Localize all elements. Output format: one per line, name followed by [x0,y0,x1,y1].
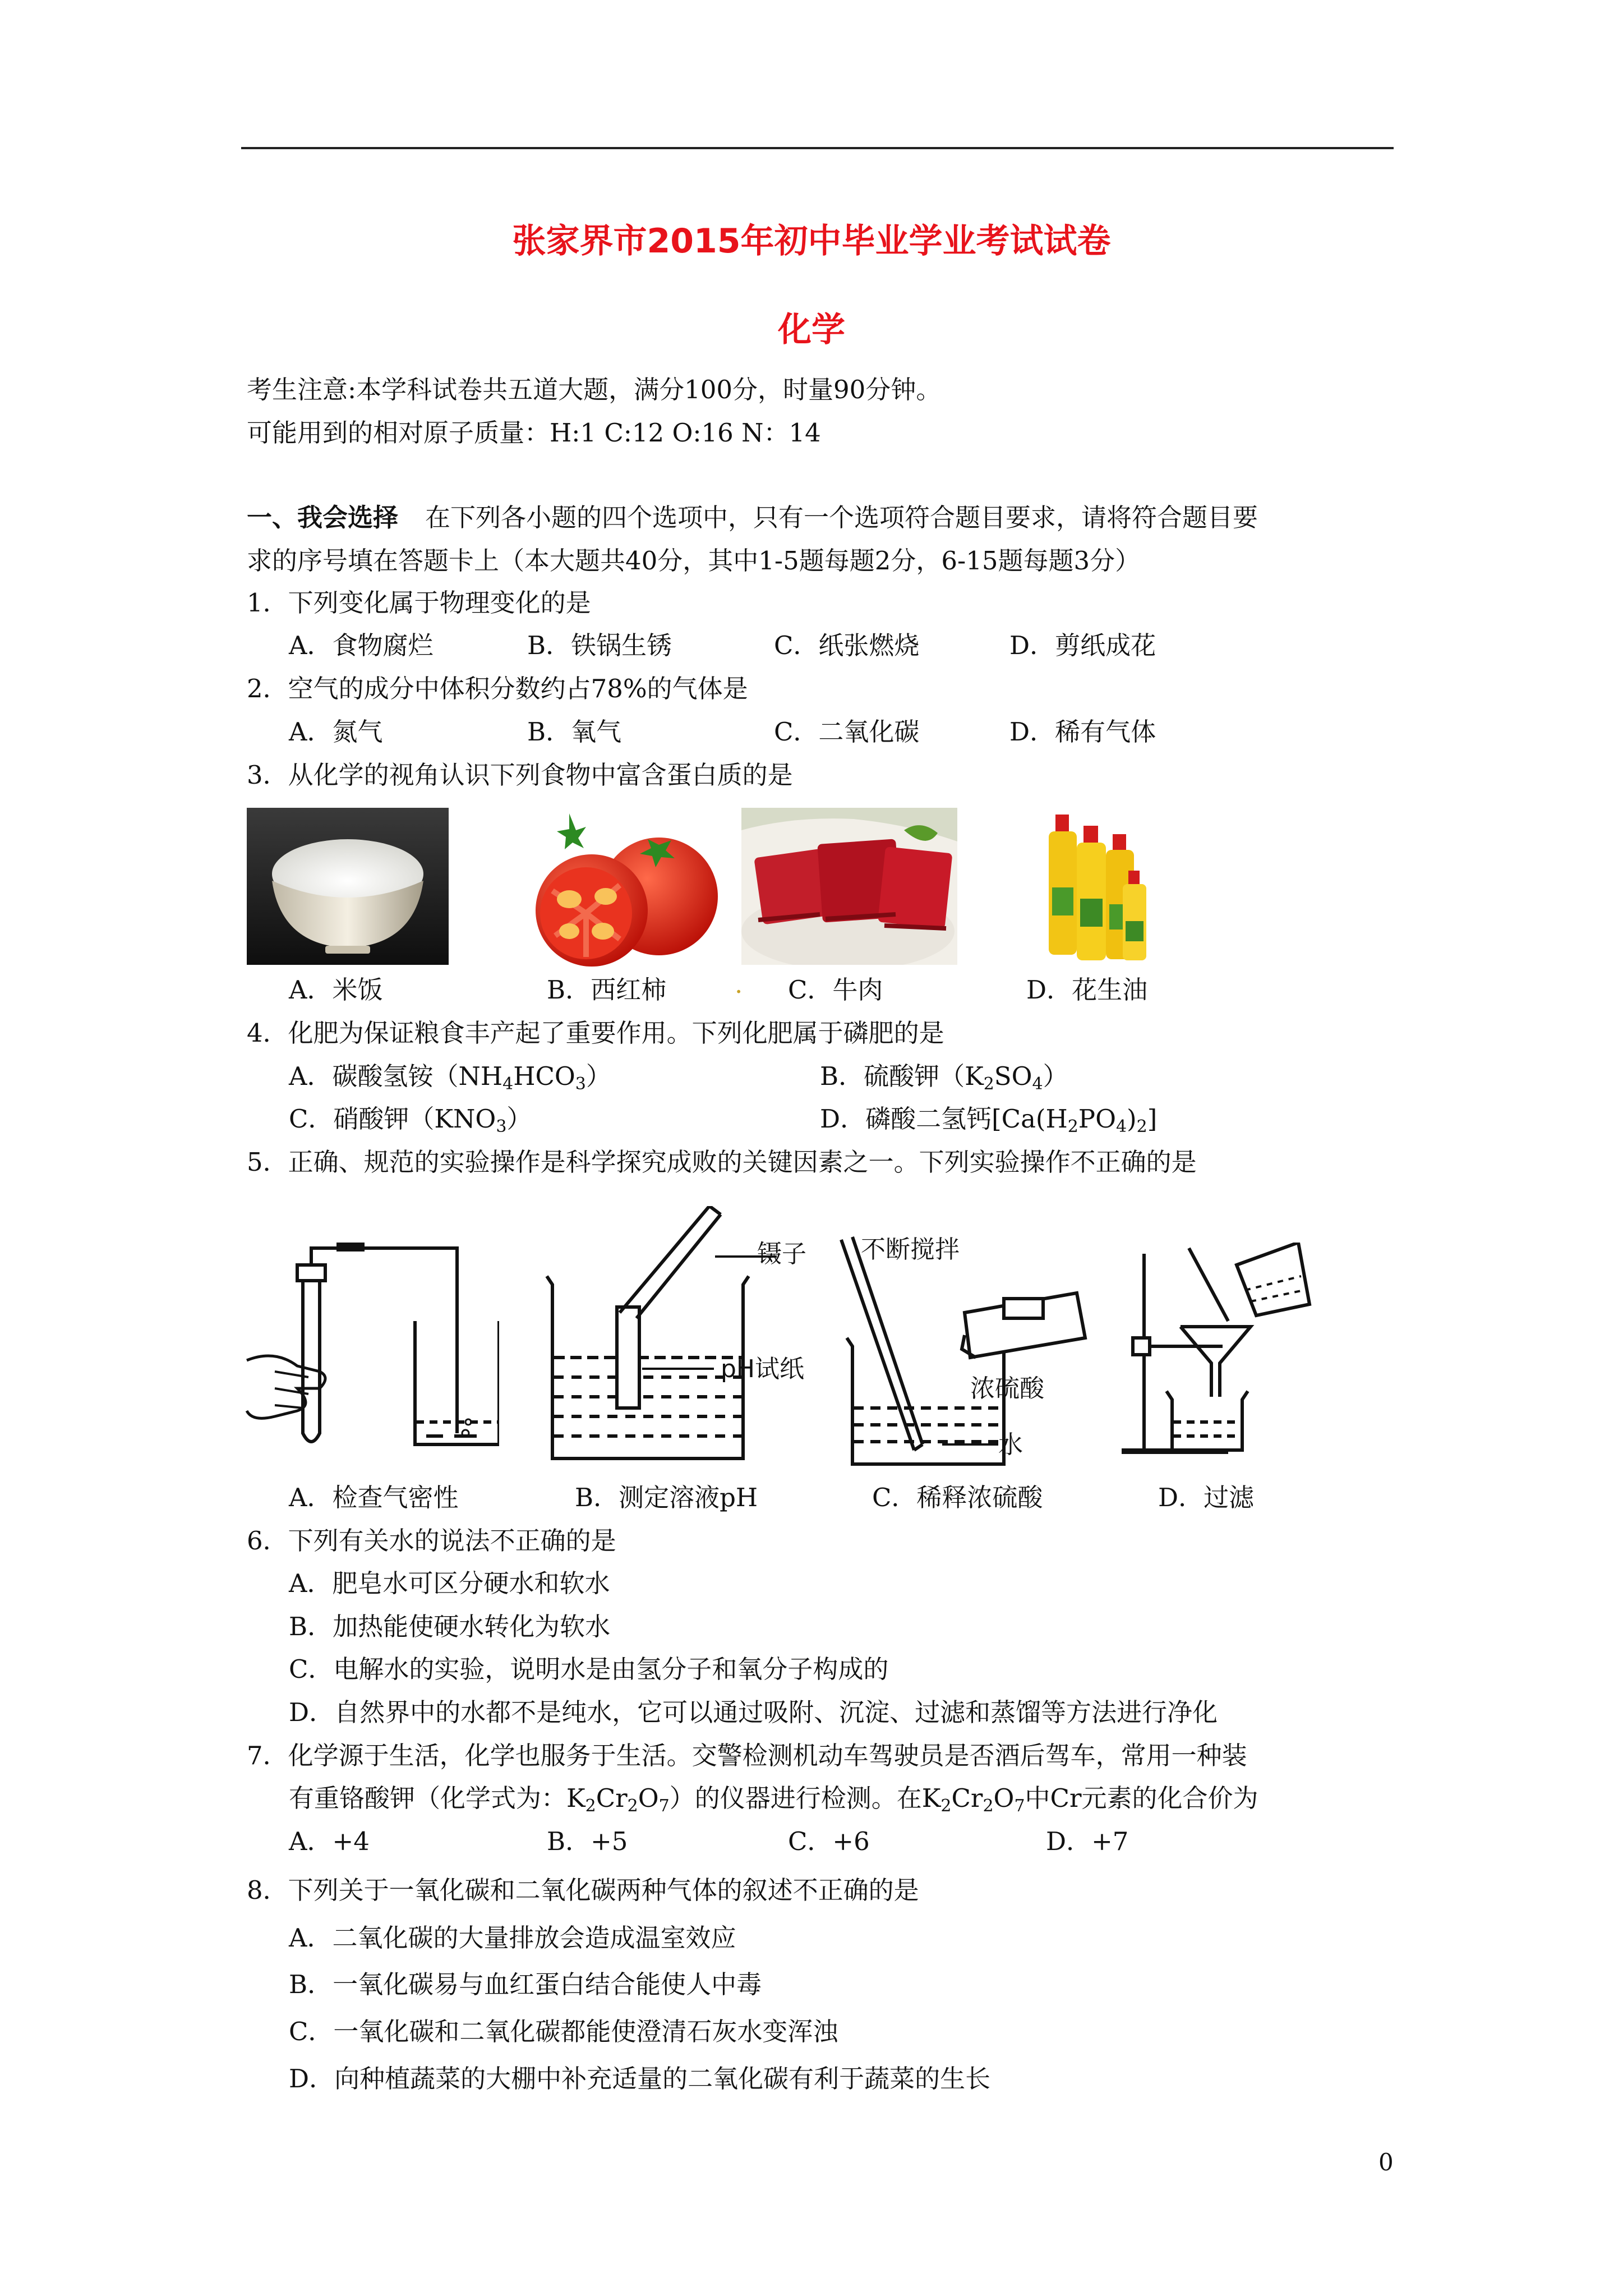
q1-option-b: B．铁锅生锈 [527,631,672,660]
rice-bowl-image [247,808,449,965]
q7-option-b: B．+5 [547,1826,628,1856]
q2-option-b: B．氧气 [527,717,622,747]
q8-option-d: D．向种植蔬菜的大棚中补充适量的二氧化碳有利于蔬菜的生长 [289,2064,991,2093]
q8-stem: 8．下列关于一氧化碳和二氧化碳两种气体的叙述不正确的是 [247,1875,919,1905]
notice-line: 考生注意:本学科试卷共五道大题，满分100分，时量90分钟。 [247,375,942,404]
ph-test-apparatus-diagram [536,1206,850,1464]
q7-option-d: D．+7 [1046,1826,1129,1856]
water-label: 水 [998,1430,1023,1459]
q6-option-c: C．电解水的实验，说明水是由氢分子和氧分子构成的 [289,1654,889,1684]
q6-option-a: A．肥皂水可区分硬水和软水 [289,1568,610,1598]
q4-stem: 4．化肥为保证粮食丰产起了重要作用。下列化肥属于磷肥的是 [247,1018,944,1048]
exam-title: 张家界市2015年初中毕业学业考试试卷 [512,222,1111,261]
q5-option-b: B．测定溶液pH [575,1483,758,1512]
q6-option-b: B．加热能使硬水转化为软水 [289,1612,611,1641]
q4-option-d: D．磷酸二氢钙$[Ca(H_2PO_4)_2]$ [820,1104,1158,1137]
section1-heading: 一、我会选择 [247,503,399,532]
peanut-oil-image [1044,803,1151,966]
q8-option-a: A．二氧化碳的大量排放会造成温室效应 [289,1923,736,1953]
q5-option-a: A．检查气密性 [289,1483,459,1512]
header-rule [241,147,1394,149]
q1-stem: 1．下列变化属于物理变化的是 [247,588,591,618]
q3-option-d: D．花生油 [1026,975,1148,1005]
ph-paper-label: pH试纸 [721,1355,805,1383]
stir-label: 不断搅拌 [861,1235,960,1264]
q4-option-a: A．碳酸氢铵$(NH_4HCO_3)$ [289,1061,611,1094]
q1-option-d: D．剪纸成花 [1009,631,1156,660]
q3-option-a: A．米饭 [289,975,383,1005]
q4-option-c: C．硝酸钾$(KNO_3)$ [289,1104,532,1137]
q2-option-a: A．氮气 [289,717,383,747]
q5-stem: 5．正确、规范的实验操作是科学探究成败的关键因素之一。下列实验操作不正确的是 [247,1147,1197,1177]
q8-option-b: B．一氧化碳易与血红蛋白结合能使人中毒 [289,1970,762,1999]
q3-option-c: C．牛肉 [788,975,883,1005]
q6-stem: 6．下列有关水的说法不正确的是 [247,1526,616,1556]
q7-stem: 7．化学源于生活，化学也服务于生活。交警检测机动车驾驶员是否酒后驾车，常用一种装 [247,1741,1247,1770]
atomic-mass-line: 可能用到的相对原子质量：H:1 C:12 O:16 N：14 [247,418,821,448]
acid-label: 浓硫酸 [970,1374,1044,1403]
section1-instruction-line1 [247,501,1258,535]
dilute-acid-apparatus-diagram [830,1228,1099,1470]
q5-option-d: D．过滤 [1158,1483,1255,1512]
stray-dot: . [735,969,743,999]
page-number: 0 [1378,2148,1394,2176]
q6-option-d: D．自然界中的水都不是纯水，它可以通过吸附、沉淀、过滤和蒸馏等方法进行净化 [289,1697,1218,1727]
q3-stem: 3．从化学的视角认识下列食物中富含蛋白质的是 [247,760,793,790]
section1-instruction-line2: 求的序号填在答题卡上（本大题共40分，其中1-5题每题2分，6-15题每题3分） [247,546,1141,576]
q8-option-c: C．一氧化碳和二氧化碳都能使澄清石灰水变浑浊 [289,2017,838,2046]
q7-stem-line2: 有重铬酸钾（化学式为：$K_2Cr_2O_7$）的仪器进行检测。在$K_2Cr_2O_7$中Cr元素的化合价为 [289,1783,1258,1816]
filtration-apparatus-diagram [1116,1243,1318,1461]
q1-option-c: C．纸张燃烧 [774,631,920,660]
q3-option-b: B．西红柿 [547,975,667,1005]
q2-option-c: C．二氧化碳 [774,717,920,747]
q2-stem: 2．空气的成分中体积分数约占78%的气体是 [247,674,748,703]
q2-option-d: D．稀有气体 [1009,717,1156,747]
subject-title: 化学 [778,310,845,349]
beef-image [741,808,957,965]
q4-option-b: B．硫酸钾$(K_2SO_4)$ [820,1061,1068,1094]
tomato-image [513,807,721,967]
airtightness-apparatus-diagram [241,1243,499,1467]
q5-option-c: C．稀释浓硫酸 [872,1483,1043,1512]
q1-option-a: A．食物腐烂 [289,631,434,660]
section1-instr-a: 在下列各小题的四个选项中，只有一个选项符合题目要求，请将符合题目要 [425,503,1258,532]
tweezers-label: 镊子 [757,1240,806,1268]
q7-option-c: C．+6 [788,1826,870,1856]
q7-option-a: A．+4 [289,1826,370,1856]
